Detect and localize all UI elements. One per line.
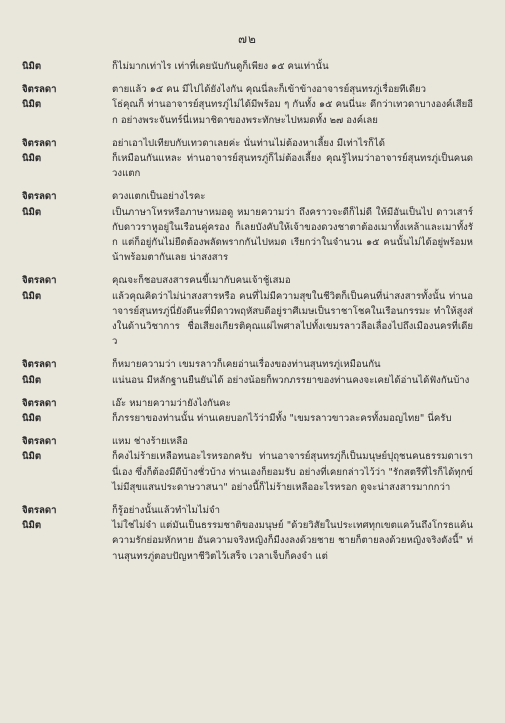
speech-text: แล้วคุณคิดว่าไม่น่าสงสารหรือ คนที่ไม่มีความสุขในชีวิตก็เป็นคนที่น่าสงสารทั้งนั้น ท่านอาจารย์สุนทรภู่นี่ยังดีนะที่มีดาวพฤหัสบดีอยู่ราศีเมษเป็นราชาโชคในเรือนกรรมะ ทำให้สูงส่งในด้านวิชาการ ชื่อเสียงเกียรติคุณแผ่ไพศาลไปทั้งเขมรลาวลือเลื่องไปถึงเมืองนครที่เดียว — [112, 290, 473, 348]
dialogue-entry — [22, 189, 473, 204]
speaker-name: นิมิต — [22, 290, 42, 302]
speaker-name: จิตรลดา — [22, 505, 57, 517]
speaker-name: จิตรลดา — [22, 275, 57, 287]
speaker-name: นิมิต — [22, 206, 42, 218]
speech-text: ดวงแตกเป็นอย่างไรคะ — [112, 191, 206, 203]
dialogue-entry — [22, 151, 473, 181]
speaker-name: จิตรลดา — [22, 191, 57, 203]
speech-text: คุณจะก็ชอบสงสารคนขี้เมากับคนเจ้าชู้เสมอ — [112, 275, 291, 287]
speaker-name: นิมิต — [22, 153, 42, 165]
speech-text: ก็หมายความว่า เขมรลาวก็เคยอ่านเรื่องของท่านสุนทรภู่เหมือนกัน — [112, 359, 381, 371]
speech-text: ก็ไม่มากเท่าไร เท่าที่เคยนับกันดูก็เพียง ๑๕ คนเท่านั้น — [112, 61, 329, 72]
speech-text: เอ๊ะ หมายความว่ายังไงกันคะ — [112, 397, 231, 409]
speaker-name: นิมิต — [22, 413, 42, 425]
dialogue-entry — [22, 289, 473, 350]
dialogue-entry — [22, 59, 473, 74]
speech-text: อย่าเอาไปเทียบกับเทวดาเลยค่ะ นั่นท่านไม่ต้องหาเลี้ยง มีเท่าไรก็ได้ — [112, 137, 385, 149]
speech-text: แหม ช่างร้ายเหลือ — [112, 436, 188, 448]
speech-text: ก็เหมือนกันแหละ ท่านอาจารย์สุนทรภู่ก็ไม่ต้องเลี้ยง คุณรู้ไหมว่าอาจารย์สุนทรภู่เป็นคนดวงแตก — [112, 153, 473, 180]
speaker-name: นิมิต — [22, 520, 42, 532]
speech-text: โธ่คุณก็ ท่านอาจารย์สุนทรภู่ไม่ได้มีพร้อม ๆ กันทั้ง ๑๕ คนนี่นะ ดีกว่าเทวดาบางองค์เสียอีก อย่างพระจันทร์นี่เหมาชิดาของพระทักษะไปหมดทั้ง ๒๗ องค์เลย — [112, 99, 473, 126]
dialogue-entry — [22, 97, 473, 127]
speaker-name: จิตรลดา — [22, 359, 57, 371]
dialogue-entry — [22, 449, 473, 495]
dialogue-entry — [22, 434, 473, 449]
dialogue-entry — [22, 273, 473, 288]
speech-text: ไม่ใช่ไม่จำ แต่มันเป็นธรรมชาติของมนุษย์ "ด้วยวิสัยในประเทศทุกเขตแคว้นถึงโกรธแค้นความรักย่อมหักหาย อันความจริงหญิงก็มีงงลงด้วยชาย ชายก็ตายลงด้วยหญิงจริงดังนี้" ท่านสุนทรภู่ตอบปัญหาชีวิตไว้เสร็จ เวลาเจ็บก็คงจำ แต่ — [112, 520, 473, 562]
speaker-name: จิตรลดา — [22, 436, 57, 448]
speech-text: ก็รู้อย่างนั้นแล้วทำไมไม่จำ — [112, 505, 220, 517]
dialogue-entry — [22, 82, 473, 97]
speaker-name: จิตรลดา — [22, 397, 57, 409]
speech-text: เป็นภาษาโหรหรือภาษาหมอดู หมายความว่า ถึงคราวจะดีก็ไม่ดี ให้มีอันเป็นไป ดาวเสาร์กับดาวราหูอยู่ในเรือนคู่ครอง ก็เลยบังคับให้เจ้าของดวงชาตาต้องเมาทั้งเหล้าและเมาทั้งรัก แต่ก็อยู่กันไม่ยืดต้องพลัดพรากกันไปหมด เรียกว่าในจำนวน ๑๕ คนนั้นไม่ได้อยู่พร้อมหน้าพร้อมตากันเลย น่าสงสาร — [112, 206, 473, 264]
dialogue-entry — [22, 503, 473, 518]
speaker-name: จิตรลดา — [22, 137, 57, 149]
dialogue-entry — [22, 518, 473, 564]
page-number: ๗๒ — [238, 32, 257, 46]
speaker-name: นิมิต — [22, 61, 42, 72]
speech-text: ก็คงไม่ร้ายเหลือทนอะไรหรอกครับ ท่านอาจารย์สุนทรภู่ก็เป็นมนุษย์ปุถุชนคนธรรมดาเรานี่เอง ซึ่งก็ต้องมีดีบ้างชั่วบ้าง ท่านเองก็ยอมรับ อย่างที่เคยกล่าวไว้ว่า "รักสตรีที่ไรก็ได้ทุกข์ ไม่มีสุขแสนประดาษวาสนา" อย่างนี้ก็ไม่ร้ายเหลืออะไรหรอก ดูจะน่าสงสารมากกว่า — [112, 451, 473, 493]
speaker-name: นิมิต — [22, 451, 42, 463]
dialogue-entry — [22, 205, 473, 266]
dialogue-entry — [22, 136, 473, 151]
speaker-name: นิมิต — [22, 374, 42, 386]
speaker-name: จิตรลดา — [22, 84, 57, 96]
dialogue-entry — [22, 357, 473, 372]
dialogue-entry — [22, 411, 473, 426]
speech-text: ก็ภรรยาของท่านนั้น ท่านเคยบอกไว้ว่ามีทั้ง "เขมรลาวขาวละครทั้งมอญไทย" นี่ครับ — [112, 413, 452, 425]
speech-text: แน่นอน มีหลักฐานยืนยันได้ อย่างน้อยก็พวกภรรยาของท่านคงจะเคยได้อ่านได้ฟังกันบ้าง — [112, 374, 470, 386]
speech-text: ตายแล้ว ๑๕ คน มีไปได้ยังไงกัน คุณนี่ละก็เข้าข้างอาจารย์สุนทรภู่เรื่อยทีเดียว — [112, 84, 427, 96]
dialogue-entry — [22, 373, 473, 388]
dialogue-entry — [22, 396, 473, 411]
dialogue — [22, 59, 473, 564]
speaker-name: นิมิต — [22, 99, 42, 111]
